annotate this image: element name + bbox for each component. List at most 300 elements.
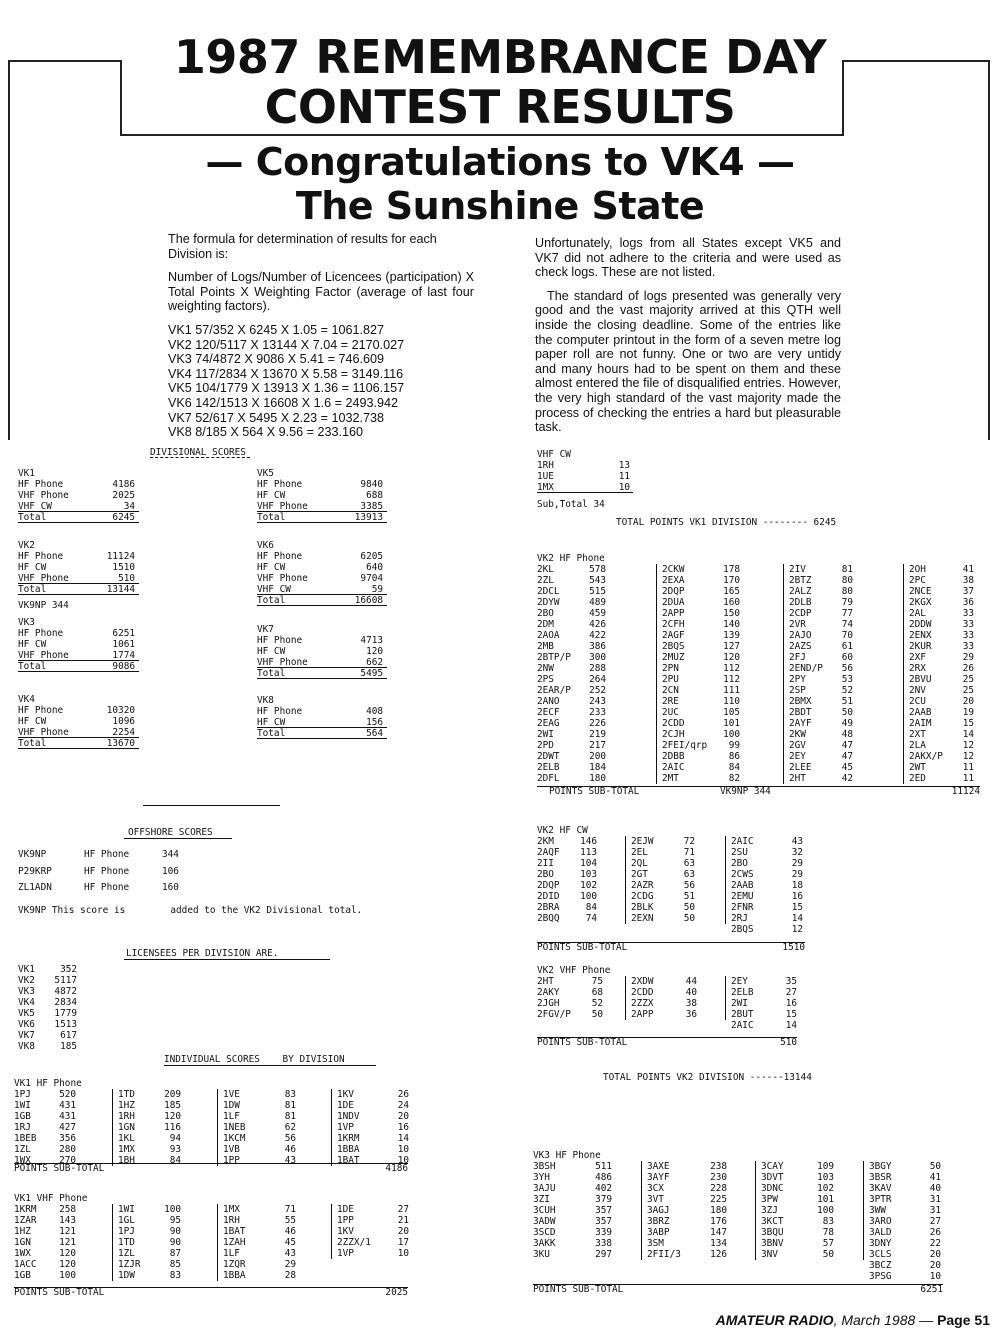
score: 50 <box>683 913 695 924</box>
score: 15 <box>962 718 974 729</box>
callsign: 1HZ <box>118 1100 135 1111</box>
score: 63 <box>683 858 695 869</box>
score: 32 <box>791 847 803 858</box>
callsign: 2DM <box>537 619 554 630</box>
subtotal-value: 11124 <box>951 786 980 797</box>
subtotal-value: 4186 <box>385 1163 408 1174</box>
callsign: 2AAB <box>909 707 932 718</box>
total-label: Total <box>257 512 286 523</box>
score: 226 <box>589 718 606 729</box>
score-value: 4713 <box>360 635 383 646</box>
score: 20 <box>962 696 974 707</box>
callsign: 2DBB <box>662 751 685 762</box>
score: 31 <box>929 1205 941 1216</box>
callsign: 2BDT <box>789 707 812 718</box>
score: 93 <box>169 1144 181 1155</box>
callsign: 1TD <box>118 1089 135 1100</box>
callsign: 2PN <box>662 663 679 674</box>
score: 33 <box>962 619 974 630</box>
licensee-division: VK7 <box>18 1030 35 1041</box>
score: 43 <box>791 836 803 847</box>
total-label: Total <box>18 661 47 672</box>
score-value: 2025 <box>112 490 135 501</box>
callsign: 1RH <box>537 460 554 471</box>
callsign: 1BBA <box>337 1144 360 1155</box>
column-divider <box>656 564 657 784</box>
offshore-call: ZL1ADN <box>18 882 52 893</box>
score: 10 <box>397 1248 409 1259</box>
callsign: 2AIC <box>662 762 685 773</box>
score-label: VHF Phone <box>257 501 308 512</box>
callsign: 3ARO <box>869 1216 892 1227</box>
callsign: 2EAR/P <box>537 685 571 696</box>
callsign: 2IV <box>789 564 806 575</box>
formula-line: VK6 142/1513 X 16608 X 1.6 = 2493.942 <box>168 395 399 410</box>
score: 180 <box>710 1205 727 1216</box>
score: 36 <box>962 597 974 608</box>
callsign: 1DW <box>223 1100 240 1111</box>
callsign: 2ELB <box>731 987 754 998</box>
score: 217 <box>589 740 606 751</box>
callsign: 2GT <box>631 869 648 880</box>
licensee-count: 352 <box>60 964 77 975</box>
licensee-count: 185 <box>60 1041 77 1052</box>
callsign: 3VT <box>647 1194 664 1205</box>
callsign: 2ECF <box>537 707 560 718</box>
score: 50 <box>822 1249 834 1260</box>
column-divider <box>625 976 626 1020</box>
callsign: 3ZJ <box>761 1205 778 1216</box>
callsign: 2CDD <box>662 718 685 729</box>
division-name: VK2 <box>18 540 35 551</box>
score-label: VHF Phone <box>18 573 69 584</box>
score: 33 <box>962 608 974 619</box>
score: 121 <box>59 1226 76 1237</box>
score-value: 688 <box>366 490 383 501</box>
subtotal-value: 2025 <box>385 1287 408 1298</box>
formula-list <box>168 323 474 440</box>
score: 101 <box>723 718 740 729</box>
callsign: 3BRZ <box>647 1216 670 1227</box>
callsign: 2DFL <box>537 773 560 784</box>
score: 20 <box>397 1111 409 1122</box>
score-value: 6205 <box>360 551 383 562</box>
score: 25 <box>962 674 974 685</box>
score: 90 <box>169 1226 181 1237</box>
callsign: 1RJ <box>14 1122 31 1133</box>
licensee-count: 1779 <box>54 1008 77 1019</box>
score: 225 <box>710 1194 727 1205</box>
score-value: 34 <box>123 501 135 512</box>
score: 20 <box>397 1226 409 1237</box>
score: 60 <box>841 652 853 663</box>
score: 81 <box>841 564 853 575</box>
score-value: 1096 <box>112 716 135 727</box>
score: 386 <box>589 641 606 652</box>
licensee-count: 5117 <box>54 975 77 986</box>
score: 26 <box>397 1089 409 1100</box>
score: 16 <box>785 998 797 1009</box>
formula-line: VK7 52/617 X 5495 X 2.23 = 1032.738 <box>168 410 385 425</box>
callsign: 2KW <box>789 729 806 740</box>
score: 100 <box>817 1205 834 1216</box>
licensee-division: VK1 <box>18 964 35 975</box>
score: 515 <box>589 586 606 597</box>
subtotal-label: POINTS SUB-TOTAL <box>14 1163 105 1174</box>
score-value: 156 <box>366 717 383 728</box>
rule-line <box>257 522 387 523</box>
rule-line <box>257 738 387 739</box>
score: 431 <box>59 1111 76 1122</box>
score: 10 <box>929 1271 941 1282</box>
table-title: VK3 HF Phone <box>533 1150 601 1161</box>
callsign: 3BCZ <box>869 1260 892 1271</box>
score-value: 1061 <box>112 639 135 650</box>
callsign: 2BQQ <box>537 913 560 924</box>
subtotal-value: 510 <box>780 1037 797 1048</box>
score-label: HF Phone <box>18 705 64 716</box>
callsign: 1PP <box>337 1215 354 1226</box>
score-value: 640 <box>366 562 383 573</box>
score: 29 <box>791 858 803 869</box>
callsign: 2RJ <box>731 913 748 924</box>
score: 176 <box>710 1216 727 1227</box>
callsign: 2XF <box>909 652 926 663</box>
individual-heading: INDIVIDUAL SCORES BY DIVISION <box>164 1054 345 1065</box>
callsign: 1BAT <box>223 1226 246 1237</box>
total-value: 6245 <box>112 512 135 523</box>
score-value: 10320 <box>106 705 135 716</box>
callsign: 1KV <box>337 1226 354 1237</box>
subtotal-label: POINTS SUB-TOTAL <box>533 1284 624 1295</box>
score-label: HF CW <box>18 639 47 650</box>
callsign: 1VP <box>337 1248 354 1259</box>
callsign: 2JGH <box>537 998 560 1009</box>
callsign: 1BAT <box>337 1155 360 1166</box>
callsign: 2DWT <box>537 751 560 762</box>
callsign: 2KM <box>537 836 554 847</box>
callsign: 2CDP <box>789 608 812 619</box>
intro-paragraph-1: The formula for determination of results for each Division is: <box>168 232 437 261</box>
callsign: 1ZL <box>118 1248 135 1259</box>
callsign: 2AZS <box>789 641 812 652</box>
title-line-1: 1987 REMEMBRANCE DAY <box>173 30 827 84</box>
callsign: 2AL <box>909 608 926 619</box>
callsign: 2CFH <box>662 619 685 630</box>
total-label: Total <box>257 595 286 606</box>
callsign: 2CDD <box>631 987 654 998</box>
score: 185 <box>164 1100 181 1111</box>
table-title: VK1 VHF Phone <box>14 1193 88 1204</box>
callsign: 2AIM <box>909 718 932 729</box>
offshore-score: 106 <box>162 865 179 877</box>
callsign: 2EY <box>789 751 806 762</box>
score-value: 11124 <box>106 551 135 562</box>
score: 56 <box>683 880 695 891</box>
callsign: 2NCE <box>909 586 932 597</box>
total-value: 5495 <box>360 668 383 679</box>
licensee-count: 2834 <box>54 997 77 1008</box>
callsign: 3AGJ <box>647 1205 670 1216</box>
score-label: HF Phone <box>18 551 64 562</box>
callsign: 3BSH <box>533 1161 556 1172</box>
score: 139 <box>723 630 740 641</box>
score: 113 <box>580 847 597 858</box>
score: 233 <box>589 707 606 718</box>
callsign: 2SU <box>731 847 748 858</box>
divisional-heading: DIVISIONAL SCORES <box>150 447 246 458</box>
score: 20 <box>929 1260 941 1271</box>
score-value: 662 <box>366 657 383 668</box>
score: 228 <box>710 1183 727 1194</box>
score: 402 <box>595 1183 612 1194</box>
callsign: 1DW <box>118 1270 135 1281</box>
callsign: 3AJU <box>533 1183 556 1194</box>
footer-date: , March 1988 — <box>833 1312 938 1328</box>
column-divider <box>641 1161 642 1260</box>
callsign: 2CWS <box>731 869 754 880</box>
score: 25 <box>962 685 974 696</box>
division-name: VK7 <box>257 624 274 635</box>
column-divider <box>112 1089 113 1166</box>
callsign: 2PS <box>537 674 554 685</box>
callsign: 2HT <box>789 773 806 784</box>
licensee-division: VK3 <box>18 986 35 997</box>
score-value: 3385 <box>360 501 383 512</box>
score: 99 <box>728 740 740 751</box>
score: 31 <box>929 1194 941 1205</box>
callsign: 2EXA <box>662 575 685 586</box>
callsign: 2NV <box>909 685 926 696</box>
score: 74 <box>585 913 597 924</box>
rule-line <box>18 522 139 523</box>
score: 11 <box>962 773 974 784</box>
callsign: 2BQS <box>662 641 685 652</box>
column-divider <box>725 976 726 1020</box>
score: 147 <box>710 1227 727 1238</box>
score: 134 <box>710 1238 727 1249</box>
score: 170 <box>723 575 740 586</box>
callsign: 2AIC <box>731 836 754 847</box>
formula-line: VK5 104/1779 X 13913 X 1.36 = 1106.157 <box>168 381 405 396</box>
score: 46 <box>284 1144 296 1155</box>
division-name: VK3 <box>18 617 35 628</box>
offshore-call: P29KRP <box>18 865 52 877</box>
division-note: VK9NP 344 <box>18 600 69 611</box>
score-label: VHF Phone <box>18 727 69 738</box>
score: 100 <box>723 729 740 740</box>
callsign: 2AZR <box>631 880 654 891</box>
score: 27 <box>929 1216 941 1227</box>
callsign: 1PP <box>223 1155 240 1166</box>
score: 84 <box>585 902 597 913</box>
callsign: 2ZL <box>537 575 554 586</box>
score: 100 <box>164 1204 181 1215</box>
score: 120 <box>164 1111 181 1122</box>
score: 75 <box>591 976 603 987</box>
callsign: 1DE <box>337 1100 354 1111</box>
score: 70 <box>841 630 853 641</box>
callsign: 3DNC <box>761 1183 784 1194</box>
callsign: 2MUZ <box>662 652 685 663</box>
callsign: 2AOA <box>537 630 560 641</box>
callsign: 2DQP <box>662 586 685 597</box>
callsign: 2EXN <box>631 913 654 924</box>
licensee-count: 4872 <box>54 986 77 997</box>
score: 52 <box>841 685 853 696</box>
rule-line <box>537 492 633 493</box>
page-subtitle <box>100 140 900 228</box>
licensee-count: 617 <box>60 1030 77 1041</box>
callsign: 2EY <box>731 976 748 987</box>
score: 21 <box>397 1215 409 1226</box>
score: 112 <box>723 674 740 685</box>
callsign: 2HT <box>537 976 554 987</box>
score: 146 <box>580 836 597 847</box>
callsign: 3WW <box>869 1205 886 1216</box>
score: 22 <box>929 1238 941 1249</box>
callsign: 2BO <box>537 608 554 619</box>
score: 83 <box>169 1270 181 1281</box>
callsign: 2ZZX <box>631 998 654 1009</box>
column-divider <box>755 1161 756 1260</box>
score: 357 <box>595 1205 612 1216</box>
callsign: 2II <box>537 858 554 869</box>
score: 120 <box>723 652 740 663</box>
callsign: 2KUR <box>909 641 932 652</box>
callsign: 1RH <box>223 1215 240 1226</box>
score: 127 <box>723 641 740 652</box>
score: 79 <box>841 597 853 608</box>
callsign: 2KL <box>537 564 554 575</box>
score: 62 <box>284 1122 296 1133</box>
callsign: 3AKK <box>533 1238 556 1249</box>
column-divider <box>725 836 726 924</box>
callsign: 1ZAH <box>223 1237 246 1248</box>
callsign: 1GN <box>118 1122 135 1133</box>
offshore-mode: HF Phone <box>84 865 130 877</box>
table-title: VK2 HF Phone <box>537 553 605 564</box>
table-title: VK1 HF Phone <box>14 1078 82 1089</box>
score: 43 <box>284 1248 296 1259</box>
score: 95 <box>169 1215 181 1226</box>
callsign: 2ZZX/1 <box>337 1237 371 1248</box>
licensee-division: VK2 <box>18 975 35 986</box>
callsign: 3SCD <box>533 1227 556 1238</box>
score: 51 <box>841 696 853 707</box>
callsign: 2LA <box>909 740 926 751</box>
score-label: HF Phone <box>257 706 303 717</box>
callsign: 3CLS <box>869 1249 892 1260</box>
score: 338 <box>595 1238 612 1249</box>
callsign: 2AKY <box>537 987 560 998</box>
score-label: HF CW <box>257 562 286 573</box>
callsign: 2UC <box>662 707 679 718</box>
score-label: VHF Phone <box>257 573 308 584</box>
callsign: 1ZAR <box>14 1215 37 1226</box>
score: 27 <box>785 987 797 998</box>
score: 120 <box>59 1259 76 1270</box>
score-label: HF CW <box>257 490 286 501</box>
callsign: 1KL <box>118 1133 135 1144</box>
score: 103 <box>817 1172 834 1183</box>
callsign: 3PTR <box>869 1194 892 1205</box>
callsign: 1MX <box>537 482 554 493</box>
score: 14 <box>791 913 803 924</box>
total-value: 13144 <box>106 584 135 595</box>
callsign: 2BMX <box>789 696 812 707</box>
score: 121 <box>59 1237 76 1248</box>
column-divider <box>217 1204 218 1281</box>
intro-paragraph-3: Unfortunately, logs from all States except VK5 and VK7 did not adhere to the criteria and were used as check logs. These are not listed. <box>535 236 841 280</box>
rule-line <box>18 671 139 672</box>
score: 427 <box>59 1122 76 1133</box>
callsign: 2BQS <box>731 924 754 935</box>
score: 120 <box>59 1248 76 1259</box>
callsign: 2BVU <box>909 674 932 685</box>
table-title: VHF CW <box>537 449 571 460</box>
score: 459 <box>589 608 606 619</box>
score: 24 <box>397 1100 409 1111</box>
column-divider <box>863 1161 864 1260</box>
total-value: 13913 <box>354 512 383 523</box>
callsign: 2MB <box>537 641 554 652</box>
callsign: 2EAG <box>537 718 560 729</box>
callsign: 2WT <box>909 762 926 773</box>
column-divider <box>783 564 784 784</box>
score: 63 <box>683 869 695 880</box>
score: 84 <box>169 1155 181 1166</box>
callsign: 1WI <box>14 1100 31 1111</box>
callsign: 2ELB <box>537 762 560 773</box>
score: 77 <box>841 608 853 619</box>
callsign: 2GV <box>789 740 806 751</box>
total-label: Total <box>18 584 47 595</box>
score: 43 <box>284 1155 296 1166</box>
score: 26 <box>962 663 974 674</box>
callsign: 3ALD <box>869 1227 892 1238</box>
score-label: HF Phone <box>18 628 64 639</box>
score-label: VHF Phone <box>18 490 69 501</box>
score-label: HF Phone <box>257 551 303 562</box>
column-divider <box>217 1089 218 1166</box>
score: 20 <box>929 1249 941 1260</box>
callsign: 2DUA <box>662 597 685 608</box>
score: 16 <box>397 1122 409 1133</box>
score: 81 <box>284 1111 296 1122</box>
footer-page: Page 51 <box>937 1312 990 1328</box>
callsign: 3KU <box>533 1249 550 1260</box>
score: 270 <box>59 1155 76 1166</box>
callsign: 1HZ <box>14 1226 31 1237</box>
score: 11 <box>618 471 630 482</box>
callsign: 1KRM <box>14 1204 37 1215</box>
score: 10 <box>397 1155 409 1166</box>
score-label: VHF Phone <box>18 650 69 661</box>
callsign: 2RE <box>662 696 679 707</box>
callsign: 1BH <box>118 1155 135 1166</box>
callsign: 1WX <box>14 1248 31 1259</box>
callsign: 2FNR <box>731 902 754 913</box>
callsign: 2QL <box>631 858 648 869</box>
score: 45 <box>841 762 853 773</box>
rule-line <box>18 748 139 749</box>
callsign: 2PU <box>662 674 679 685</box>
score: 15 <box>791 902 803 913</box>
callsign: 2EJW <box>631 836 654 847</box>
total-value: 16608 <box>354 595 383 606</box>
score: 230 <box>710 1172 727 1183</box>
